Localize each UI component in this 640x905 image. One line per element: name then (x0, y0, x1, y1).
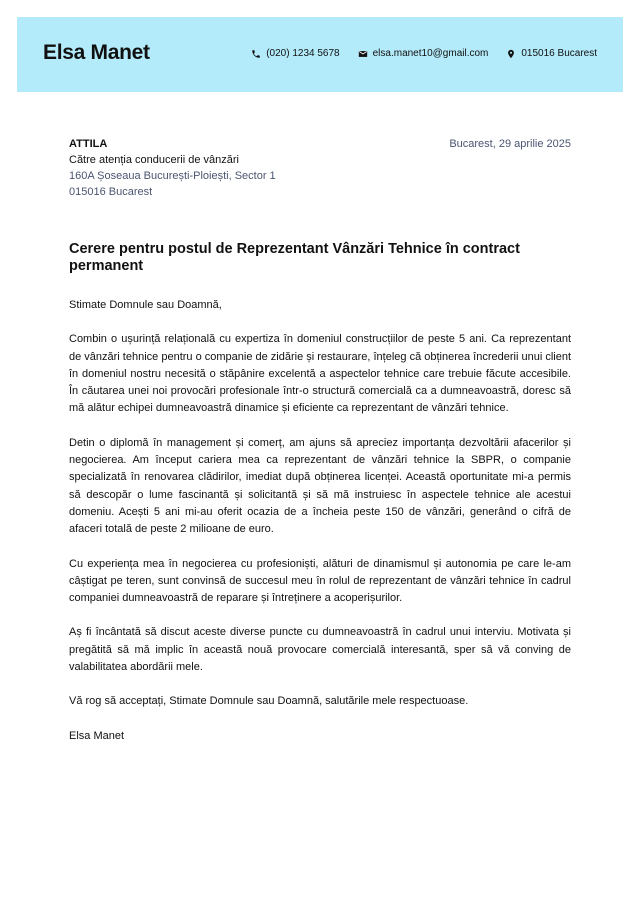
closing: Vă rog să acceptați, Stimate Domnule sau Doamnă, salutările mele respectuoase. (69, 695, 469, 708)
phone-number: (020) 1234 5678 (266, 48, 340, 59)
signature: Elsa Manet (69, 729, 125, 742)
applicant-name: Elsa Manet (43, 41, 150, 64)
location-pin-icon (506, 49, 516, 59)
recipient-address-line1: 160A Șoseaua București-Ploiești, Sector 1 (69, 170, 276, 182)
letter-date: Bucarest, 29 aprilie 2025 (449, 138, 571, 150)
mail-icon (358, 49, 368, 59)
recipient-company: ATTILA (69, 138, 108, 150)
recipient-block (69, 136, 276, 200)
letter-body (69, 297, 571, 762)
recipient-attention: Către atenția conducerii de vânzări (69, 154, 239, 166)
email-address: elsa.manet10@gmail.com (372, 48, 489, 59)
recipient-address-line2: 015016 Bucarest (69, 186, 153, 198)
salutation: Stimate Domnule sau Doamnă, (69, 299, 222, 311)
paragraph-3: Cu experiența mea în negocierea cu profesioniști, alături de dinamismul și autonomia pe care le-am câștigat pe teren, sunt convinsă de succesul meu în rolul de reprezentant de vânzări tehnice în cadrul companiei dumneavoastră de reparare și întreținere a acoperișurilor. (69, 557, 571, 605)
paragraph-4: Aș fi încântată să discut aceste diverse puncte cu dumneavoastră în cadrul unui interviu. Motivata și pregătită să mă implic în această nouă provocare comercială interesantă, sper să vă conving de valabilitatea abordării mele. (69, 626, 571, 674)
email-contact (358, 48, 489, 59)
phone-icon (251, 49, 261, 59)
paragraph-2: Detin o diplomă în management și comerț, am ajuns să apreciez importanța dezvoltării afacerilor și negocierea. Am început cariera mea ca reprezentant de vânzări tehnice la SBPR, o companie specializată în renovarea clădirilor, imediat după obținerea licenței. Această oportunitate mi-a permis să descopăr o lume fascinantă și solicitantă și să mă instruiesc în aspectele tehnice ale acestui domeniu. Acești 5 ani mi-au oferit ocazia de a încheia peste 150 de vânzări, generând o cifră de afaceri totală de peste 2 milioane de euro. (69, 436, 571, 536)
location-text: 015016 Bucarest (521, 48, 597, 59)
phone-contact (251, 48, 339, 59)
location-contact (506, 48, 597, 59)
letter-subject: Cerere pentru postul de Reprezentant Vânzări Tehnice în contract permanent (69, 241, 520, 274)
contact-info (251, 48, 597, 59)
header-banner (17, 17, 623, 92)
paragraph-1: Combin o ușurință relațională cu expertiza în domeniul construcțiilor de peste 5 ani. Ca reprezentant de vânzări tehnice pentru o companie de zidărie și restaurare, înțeleg că obținerea încrederii unui client în domeniul nostru necesită o stăpânire excelentă a aspectelor tehnice care trebuie făcute accesibile. În căutarea unei noi provocări profesionale într-o structură comercială ca a dumneavoastră, doresc să mă alătur echipei dumneavoastră dinamice și eficiente ca reprezentant de vânzări tehnice. (69, 333, 572, 415)
